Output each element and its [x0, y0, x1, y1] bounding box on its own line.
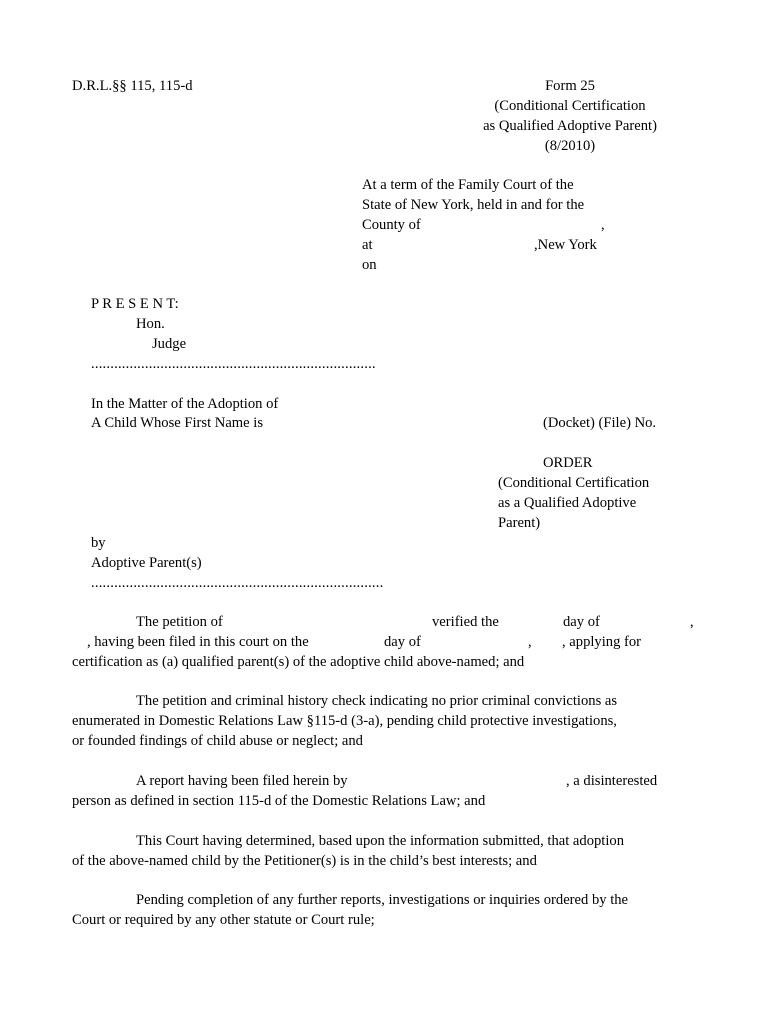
paragraph-2-line-1: The petition and criminal history check indicating no prior criminal convictions as [136, 693, 618, 709]
adoptive-parents-label: Adoptive Parent(s) [91, 555, 202, 571]
caption-line-1: In the Matter of the Adoption of [91, 396, 279, 412]
order-title: ORDER [543, 455, 593, 471]
judge-label: Judge [152, 336, 187, 352]
paragraph-2-line-2: enumerated in Domestic Relations Law §115-d (3-a), pending child protective investigations, [72, 713, 617, 729]
statute-reference: D.R.L.§§ 115, 115-d [72, 78, 193, 94]
day-of-label-2: day of [384, 634, 421, 650]
comma-1: , [690, 614, 694, 630]
paragraph-4-line-1: This Court having determined, based upon the information submitted, that adoption [136, 833, 624, 849]
verified-the-label: verified the [432, 614, 499, 630]
form-date: (8/2010) [544, 138, 596, 154]
dotted-separator-2: ............................................................................ [91, 575, 384, 591]
paragraph-3-line-2: person as defined in section 115-d of the Domestic Relations Law; and [72, 793, 486, 809]
form-subtitle-1: (Conditional Certification [494, 98, 646, 114]
county-label: County of [362, 217, 421, 233]
by-label: by [91, 535, 106, 551]
order-subtitle-3: Parent) [498, 515, 541, 531]
paragraph-4-line-2: of the above-named child by the Petitioner(s) is in the child’s best interests; and [72, 853, 537, 869]
certification-line: certification as (a) qualified parent(s) of the adoptive child above-named; and [72, 654, 525, 670]
paragraph-5-line-1: Pending completion of any further reports, investigations or inquiries ordered by the [136, 892, 629, 908]
hon-label: Hon. [136, 316, 165, 332]
applying-for-label: , applying for [562, 634, 642, 650]
filed-in-court-label: , having been filed in this court on the [87, 634, 309, 650]
state-label: ,New York [534, 237, 597, 253]
order-subtitle-1: (Conditional Certification [498, 475, 650, 491]
court-term-line-2: State of New York, held in and for the [362, 197, 585, 213]
form-number: Form 25 [545, 78, 595, 94]
dotted-separator-1: .......................................................................... [91, 356, 376, 372]
paragraph-2-line-3: or founded findings of child abuse or neglect; and [72, 733, 363, 749]
form-subtitle-2: as Qualified Adoptive Parent) [483, 118, 657, 134]
disinterested-label: , a disinterested [566, 773, 658, 789]
petition-of-label: The petition of [136, 614, 223, 630]
county-comma: , [601, 217, 605, 233]
on-label: on [362, 257, 377, 273]
comma-2: , [528, 634, 532, 650]
present-label: P R E S E N T: [91, 296, 179, 312]
caption-line-2: A Child Whose First Name is [91, 415, 264, 431]
court-term-line-1: At a term of the Family Court of the [362, 177, 574, 193]
order-subtitle-2: as a Qualified Adoptive [498, 495, 637, 511]
report-filed-by-label: A report having been filed herein by [136, 773, 348, 789]
docket-number-label: (Docket) (File) No. [543, 415, 657, 431]
at-label: at [362, 237, 373, 253]
day-of-label: day of [563, 614, 600, 630]
paragraph-5-line-2: Court or required by any other statute or Court rule; [72, 912, 375, 928]
